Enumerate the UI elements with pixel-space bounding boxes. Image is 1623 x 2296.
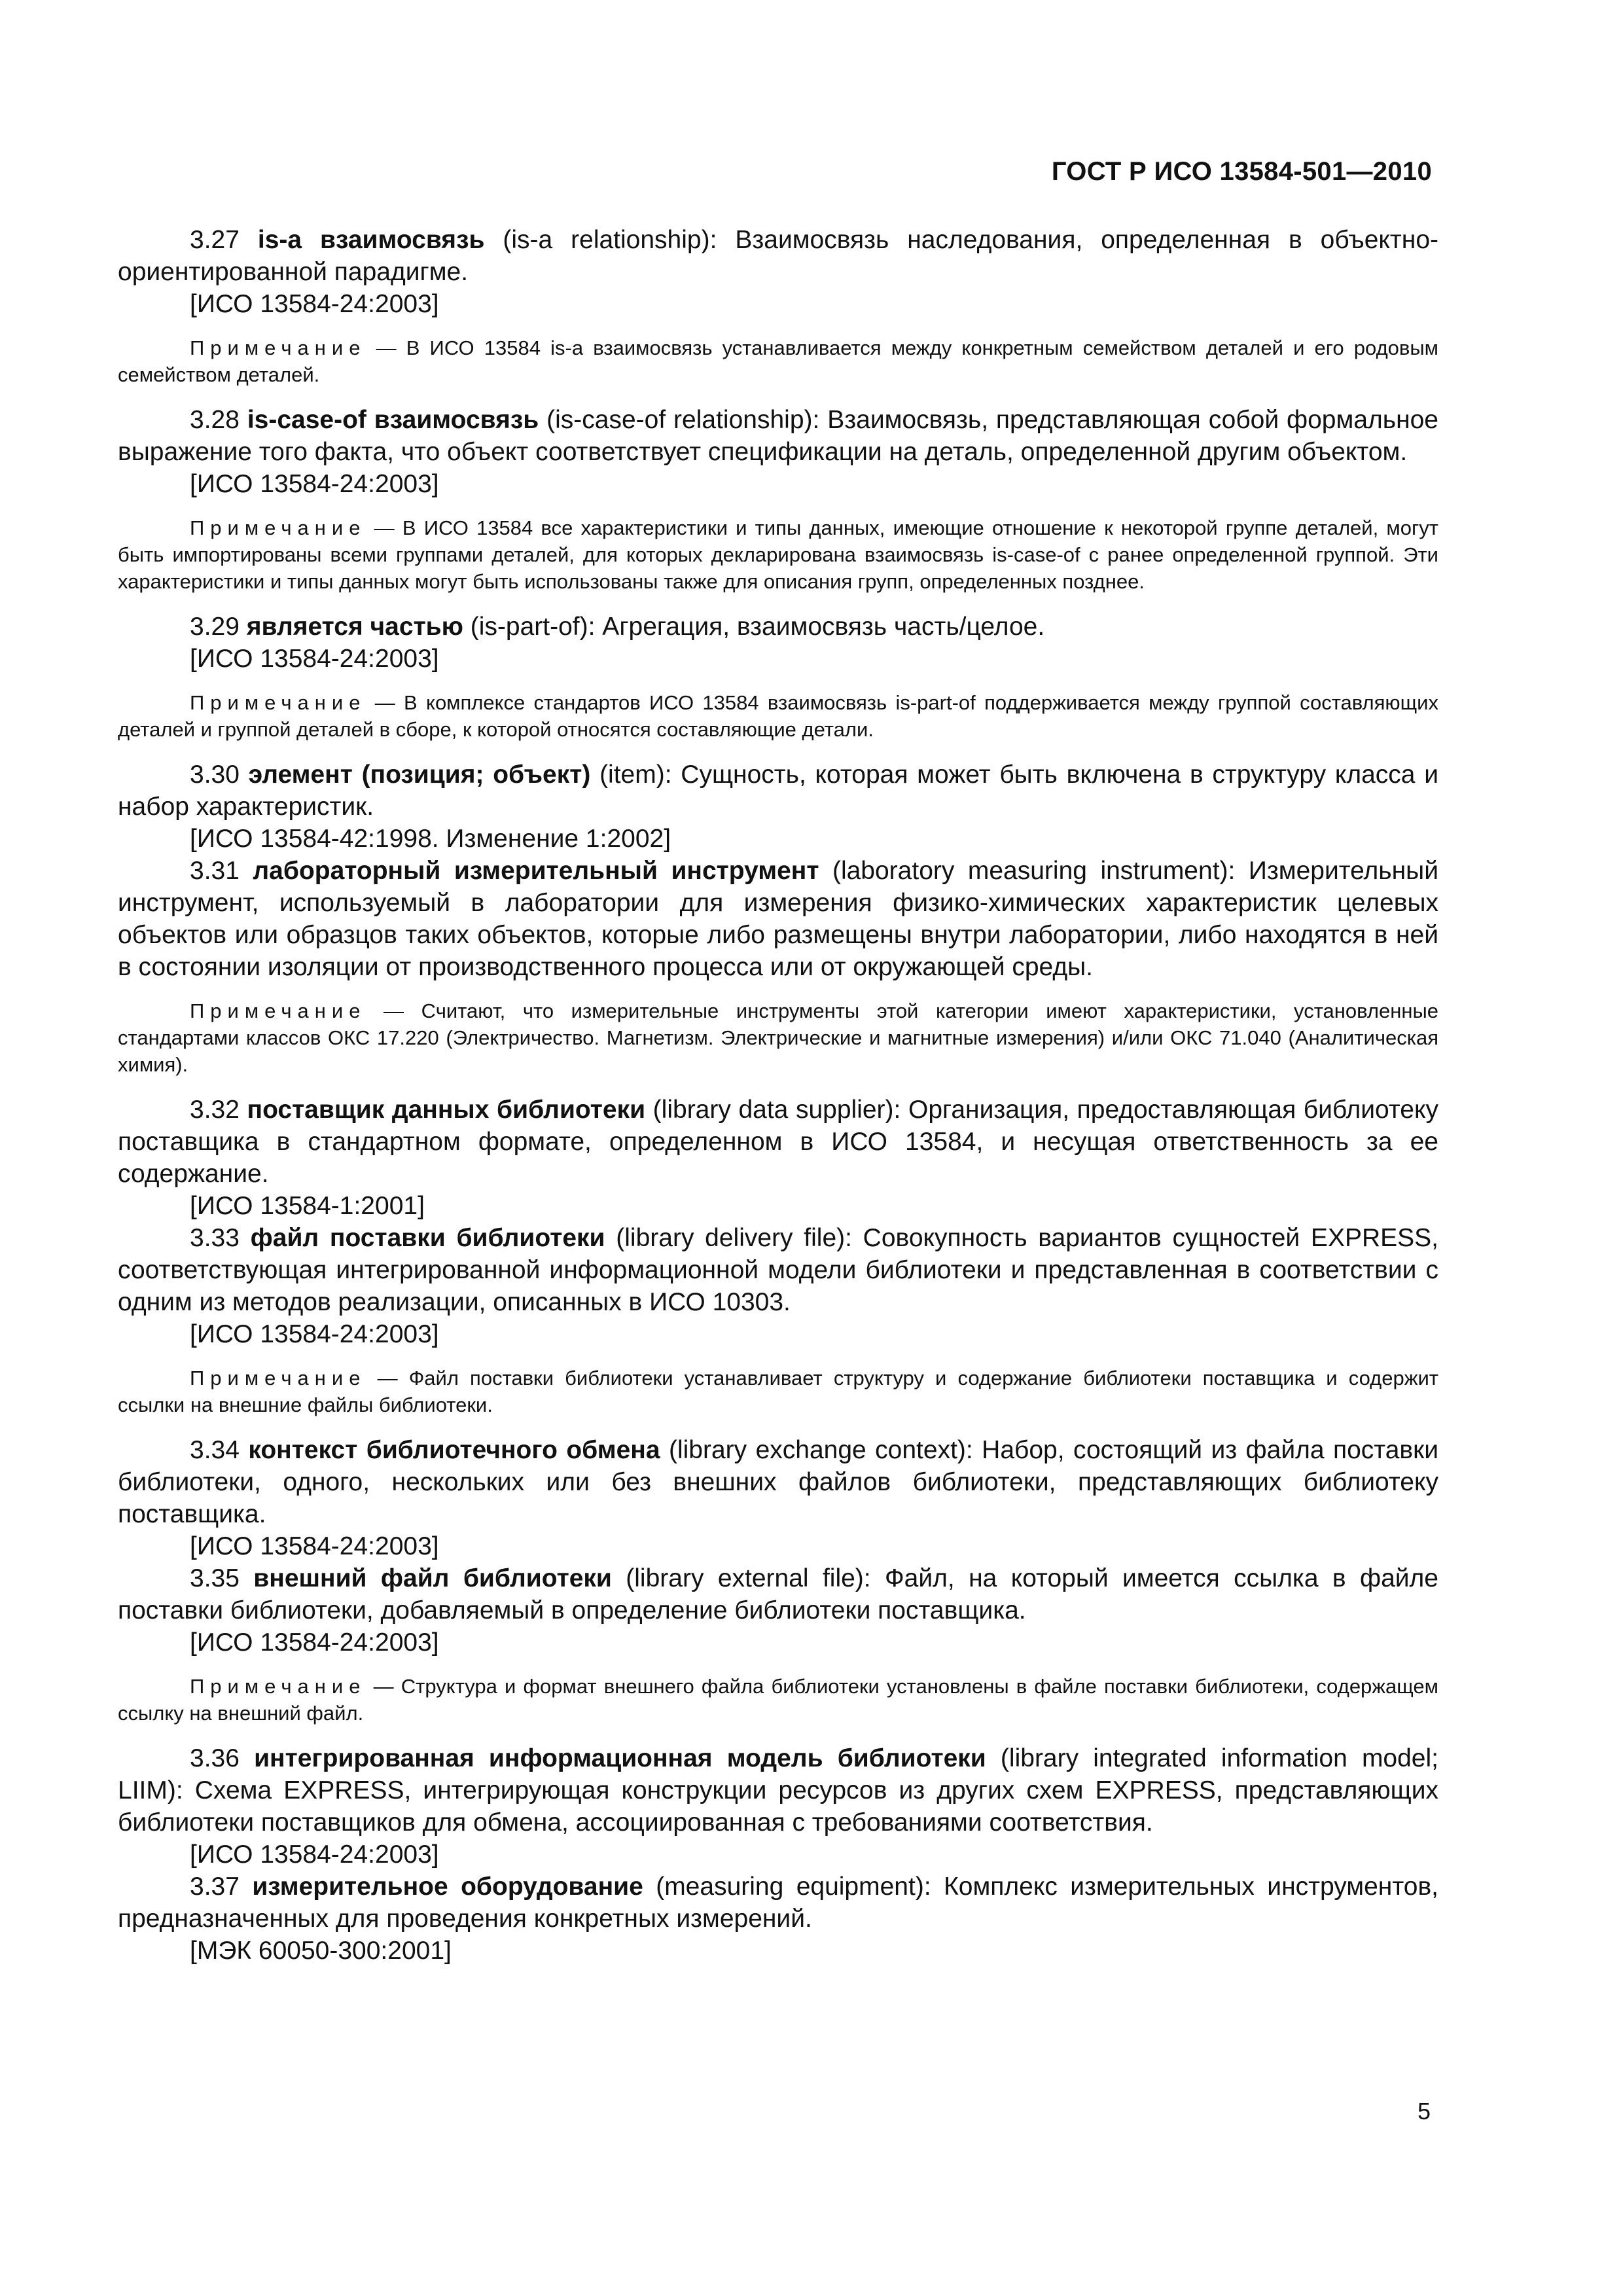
term-note xyxy=(118,997,1438,1078)
note-text: — В ИСО 13584 is-a взаимосвязь устанавливается между конкретным семейством деталей и его родовым семейством деталей. xyxy=(118,336,1438,386)
note-label: Примечание xyxy=(190,999,366,1022)
term-note xyxy=(118,1365,1438,1418)
term-entry xyxy=(118,1434,1438,1530)
term-definition: (library external file): Файл, на который имеется ссылка в файле поставки библиотеки, добавляемый в определение библиотеки поставщика. xyxy=(118,1564,1438,1624)
term-number: 3.35 xyxy=(190,1564,240,1592)
term-entry xyxy=(118,1094,1438,1190)
term-name: поставщик данных библиотеки xyxy=(247,1096,646,1124)
term-name: интегрированная информационная модель библиотеки xyxy=(254,1744,986,1772)
term-number: 3.33 xyxy=(190,1224,240,1252)
term-name: является частью xyxy=(246,613,463,641)
term-definition: (item): Сущность, которая может быть включена в структуру класса и набор характеристик. xyxy=(118,761,1438,821)
note-text: — В комплексе стандартов ИСО 13584 взаимосвязь is-part-of поддерживается между группой составляющих деталей и группой деталей в сборе, к которой относятся составляющие детали. xyxy=(118,691,1438,741)
note-label: Примечание xyxy=(190,1675,366,1698)
term-entry xyxy=(118,1562,1438,1626)
term-number: 3.28 xyxy=(190,406,240,434)
note-text: — В ИСО 13584 все характеристики и типы данных, имеющие отношение к некоторой группе деталей, могут быть импортированы всеми группами деталей, для которых декларирована взаимосвязь is-case-of с ранее определенной группой. Эти характеристики и типы данных могут быть использованы также для описания групп, определенных позднее. xyxy=(118,516,1438,593)
term-number: 3.34 xyxy=(190,1436,240,1464)
term-entry xyxy=(118,224,1438,288)
term-source: [МЭК 60050-300:2001] xyxy=(190,1937,452,1965)
term-number: 3.27 xyxy=(190,226,240,254)
term-name: лабораторный измерительный инструмент xyxy=(253,857,819,885)
term-source: [ИСО 13584-24:2003] xyxy=(190,1532,439,1560)
terms-list xyxy=(118,224,1438,1967)
term-entry xyxy=(118,1742,1438,1839)
term-number: 3.37 xyxy=(190,1873,240,1901)
term-source: [ИСО 13584-24:2003] xyxy=(190,1840,439,1869)
term-entry xyxy=(118,404,1438,468)
term-definition: (library data supplier): Организация, предоставляющая библиотеку поставщика в стандартном формате, определенном в ИСО 13584, и несущая ответственность за ее содержание. xyxy=(118,1096,1438,1188)
term-entry xyxy=(118,1871,1438,1935)
term-note xyxy=(118,689,1438,743)
term-source: [ИСО 13584-1:2001] xyxy=(190,1192,425,1220)
note-label: Примечание xyxy=(190,1367,366,1390)
term-source: [ИСО 13584-42:1998. Изменение 1:2002] xyxy=(190,825,671,853)
term-entry xyxy=(118,1222,1438,1318)
term-definition: (laboratory measuring instrument): Измерительный инструмент, используемый в лаборатории для измерения физико-химических характеристик целевых объектов или образцов таких объектов, которые либо размещены внутри лаборатории, либо находятся в ней в состоянии изоляции от производственного процесса или от окружающей среды. xyxy=(118,857,1438,981)
term-entry xyxy=(118,855,1438,983)
term-name: is-case-of взаимосвязь xyxy=(247,406,539,434)
term-definition: (measuring equipment): Комплекс измерительных инструментов, предназначенных для проведения конкретных измерений. xyxy=(118,1873,1438,1933)
term-source: [ИСО 13584-24:2003] xyxy=(190,290,439,318)
term-definition: (is-part-of): Агрегация, взаимосвязь часть/целое. xyxy=(463,613,1045,641)
note-label: Примечание xyxy=(190,516,366,539)
term-name: файл поставки библиотеки xyxy=(250,1224,605,1252)
document-code-header: ГОСТ Р ИСО 13584-501—2010 xyxy=(1051,157,1432,186)
term-definition: (library delivery file): Совокупность вариантов сущностей EXPRESS, соответствующая интегрированной информационной модели библиотеки и представленная в соответствии с одним из методов реализации, описанных в ИСО 10303. xyxy=(118,1224,1439,1316)
term-number: 3.30 xyxy=(190,761,240,789)
term-source: [ИСО 13584-24:2003] xyxy=(190,645,439,673)
term-name: is-a взаимосвязь xyxy=(257,226,485,254)
term-note xyxy=(118,1673,1438,1727)
note-label: Примечание xyxy=(190,336,366,359)
term-definition: (library exchange context): Набор, состоящий из файла поставки библиотеки, одного, нескольких или без внешних файлов библиотеки, представляющих библиотеку поставщика. xyxy=(118,1436,1438,1528)
term-note xyxy=(118,334,1438,388)
term-definition: (is-case-of relationship): Взаимосвязь, представляющая собой формальное выражение того факта, что объект соответствует спецификации на деталь, определенной другим объектом. xyxy=(118,406,1438,466)
term-name: контекст библиотечного обмена xyxy=(248,1436,660,1464)
note-text: — Считают, что измерительные инструменты этой категории имеют характеристики, установленные стандартами классов ОКС 17.220 (Электричество. Магнетизм. Электрические и магнитные измерения) и/или ОКС 71.040 (Аналитическая химия). xyxy=(118,999,1438,1076)
term-source: [ИСО 13584-24:2003] xyxy=(190,470,439,498)
note-text: — Файл поставки библиотеки устанавливает структуру и содержание библиотеки поставщика и содержит ссылки на внешние файлы библиотеки. xyxy=(118,1367,1438,1416)
term-entry xyxy=(118,759,1438,823)
term-name: элемент (позиция; объект) xyxy=(248,761,591,789)
term-name: измерительное оборудование xyxy=(252,1873,643,1901)
term-name: внешний файл библиотеки xyxy=(253,1564,612,1592)
term-note xyxy=(118,514,1438,595)
term-source: [ИСО 13584-24:2003] xyxy=(190,1320,439,1348)
term-number: 3.29 xyxy=(190,613,240,641)
term-entry xyxy=(118,611,1438,643)
term-source: [ИСО 13584-24:2003] xyxy=(190,1628,439,1657)
term-definition: (library integrated information model; LIIM): Схема EXPRESS, интегрирующая конструкции ресурсов из других схем EXPRESS, представляющих библиотеки поставщиков для обмена, ассоциированная с требованиями соответствия. xyxy=(118,1744,1438,1837)
term-number: 3.36 xyxy=(190,1744,240,1772)
term-definition: (is-a relationship): Взаимосвязь наследования, определенная в объектно-ориентированной парадигме. xyxy=(118,226,1438,286)
note-text: — Структура и формат внешнего файла библиотеки установлены в файле поставки библиотеки, содержащем ссылку на внешний файл. xyxy=(118,1675,1438,1725)
page-number: 5 xyxy=(1417,2098,1431,2125)
term-number: 3.32 xyxy=(190,1096,240,1124)
term-number: 3.31 xyxy=(190,857,240,885)
note-label: Примечание xyxy=(190,691,366,714)
